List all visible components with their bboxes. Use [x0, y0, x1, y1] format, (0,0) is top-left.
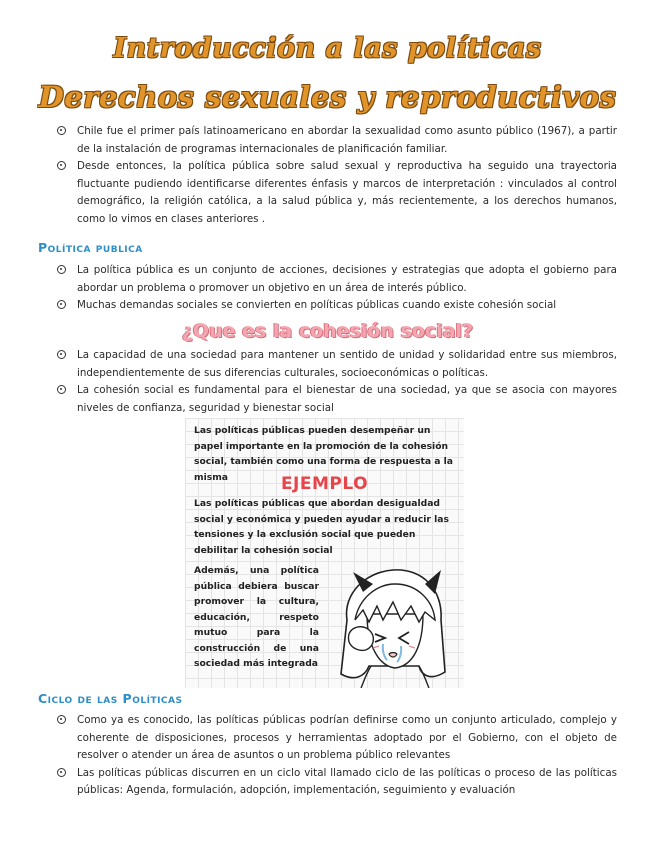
section-heading-ciclo: Ciclo de las Políticas: [38, 691, 183, 706]
bullet-icon: [57, 385, 66, 394]
list-item-text: Chile fue el primer país latinoamericano en abordar la sexualidad como asunto público (1967), a partir de la instalación de programas internacionales de planificación familiar.: [77, 125, 617, 155]
list-item: [57, 158, 617, 228]
section-heading-politica-publica: Política publica: [38, 240, 143, 255]
page-title: Introducción a las políticas: [113, 33, 542, 64]
cohesion-list: [57, 347, 617, 417]
bullet-icon: [57, 126, 66, 135]
bullet-icon: [57, 768, 66, 777]
list-item-text: La política pública es un conjunto de acciones, decisiones y estrategias que adopta el gobierno para abordar un problema o promover un objetivo en un área de interés público.: [77, 264, 617, 294]
card-intro-text: Las políticas públicas pueden desempeñar un papel importante en la promoción de la cohesión social, también como una forma de respuesta a la misma: [194, 425, 453, 483]
list-item-text: La capacidad de una sociedad para mantener un sentido de unidad y solidaridad entre sus miembros, independientemente de sus diferencias culturales, socioeconómicas o políticas.: [77, 349, 617, 379]
list-item: [57, 347, 617, 382]
intro-list: [57, 123, 617, 229]
section-heading-cohesion: ¿Que es la cohesión social?: [181, 320, 474, 342]
list-item: [57, 765, 617, 800]
bullet-icon: [57, 300, 66, 309]
list-item-text: Como ya es conocido, las políticas públicas podrían definirse como un conjunto articulado, complejo y coherente de disposiciones, procesos y herramientas adoptado por el Gobierno, con el objeto de resolver o atender un área de asuntos o un problema público relevantes: [77, 714, 617, 762]
list-item-text: La cohesión social es fundamental para el bienestar de una sociedad, ya que se asocia con mayores niveles de confianza, seguridad y bienestar social: [77, 384, 617, 414]
page-subtitle: Derechos sexuales y reproductivos: [38, 80, 617, 114]
list-item: [57, 712, 617, 765]
example-label: EJEMPLO: [280, 474, 369, 494]
politica-publica-list: [57, 262, 617, 315]
list-item-text: Muchas demandas sociales se convierten en políticas públicas cuando existe cohesión social: [77, 299, 557, 312]
bullet-icon: [57, 265, 66, 274]
list-item: [57, 382, 617, 417]
example-card: [185, 418, 464, 688]
list-item: [57, 297, 617, 315]
card-extra-text: Además, una política pública debiera buscar promover la cultura, educación, respeto mutuo para la construcción de una sociedad más integrada: [194, 565, 319, 669]
list-item: [57, 262, 617, 297]
ciclo-list: [57, 712, 617, 800]
card-example-text: Las políticas públicas que abordan desigualdad social y económica y pueden ayudar a reducir las tensiones y la exclusión social que pueden debilitar la cohesión social: [194, 498, 449, 556]
bullet-icon: [57, 161, 66, 170]
crying-girl-illustration: [325, 554, 460, 688]
list-item-text: Las políticas públicas discurren en un ciclo vital llamado ciclo de las políticas o proceso de las políticas públicas: Agenda, formulación, adopción, implementación, seguimiento y evaluación: [77, 766, 617, 797]
list-item-text: Desde entonces, la política pública sobre salud sexual y reproductiva ha seguido una trayectoria fluctuante pudiendo identificarse diferentes énfasis y marcos de interpretación : vinculados al control demográfico, la religión católica, a la salud pública y, más recientemente, a los derechos humanos, como lo vimos en clases anteriores .: [77, 160, 617, 225]
bullet-icon: [57, 715, 66, 724]
list-item: [57, 123, 617, 158]
bullet-icon: [57, 350, 66, 359]
